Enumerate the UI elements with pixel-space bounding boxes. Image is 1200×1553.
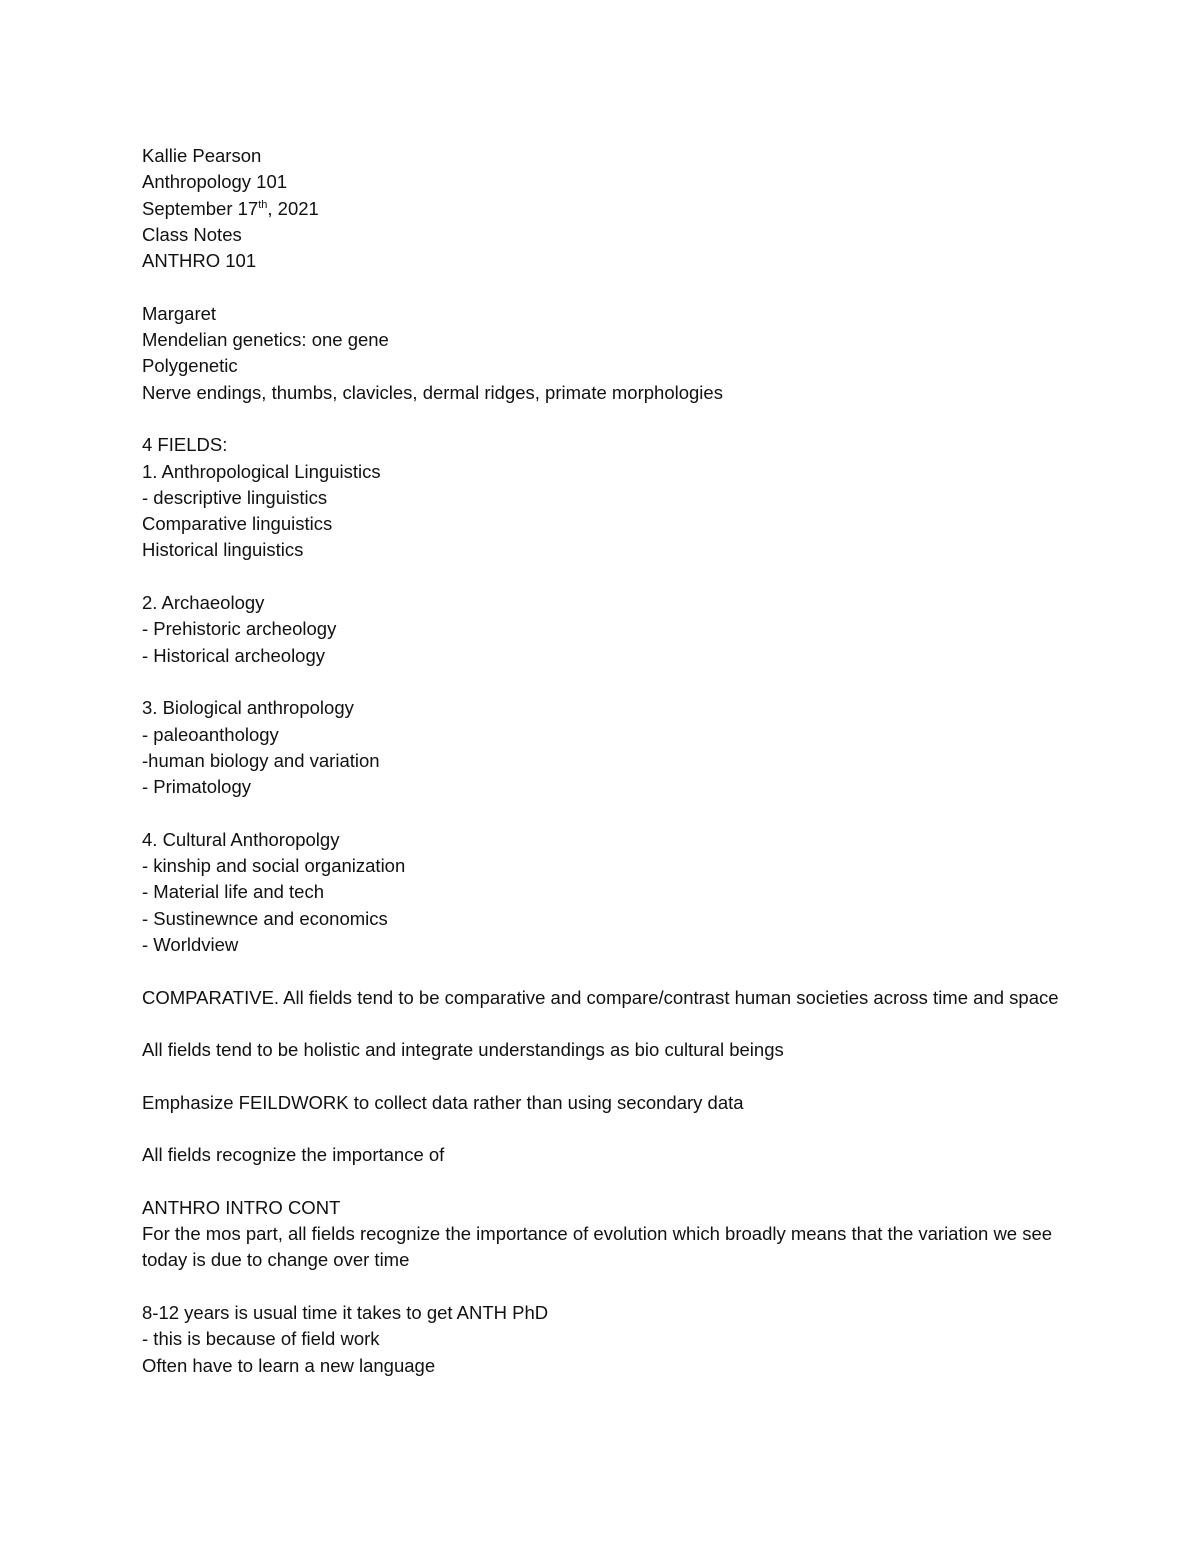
spacer xyxy=(142,1169,1072,1195)
spacer xyxy=(142,274,1072,300)
importance-paragraph: All fields recognize the importance of xyxy=(142,1144,445,1166)
date-month-day: September 17 xyxy=(142,197,259,219)
field-item: - Worldview xyxy=(142,933,239,955)
spacer xyxy=(142,1116,1072,1142)
intro-line: Polygenetic xyxy=(142,355,238,377)
field-item: - Prehistoric archeology xyxy=(142,618,337,640)
phd-line: Often have to learn a new language xyxy=(142,1354,436,1376)
field-title-linguistics: 1. Anthropological Linguistics xyxy=(142,460,381,482)
course-name: Anthropology 101 xyxy=(142,171,288,193)
notes-body xyxy=(142,143,1072,1379)
field-item: - paleoanthology xyxy=(142,723,279,745)
spacer xyxy=(142,800,1072,826)
date-year: , 2021 xyxy=(267,197,319,219)
spacer xyxy=(142,958,1072,984)
spacer xyxy=(142,669,1072,695)
field-title-cultural: 4. Cultural Anthoropolgy xyxy=(142,828,340,850)
fieldwork-paragraph: Emphasize FEILDWORK to collect data rather than using secondary data xyxy=(142,1091,744,1113)
comparative-paragraph: COMPARATIVE. All fields tend to be comparative and compare/contrast human societies across time and space xyxy=(142,986,1059,1008)
evolution-paragraph: For the mos part, all fields recognize the importance of evolution which broadly means that the variation we see today is due to change over time xyxy=(142,1223,1058,1271)
spacer xyxy=(142,1274,1072,1300)
spacer xyxy=(142,564,1072,590)
holistic-paragraph: All fields tend to be holistic and integrate understandings as bio cultural beings xyxy=(142,1039,784,1061)
intro-line: Nerve endings, thumbs, clavicles, dermal ridges, primate morphologies xyxy=(142,381,723,403)
spacer xyxy=(142,406,1072,432)
field-item: Historical linguistics xyxy=(142,539,304,561)
date-suffix: th xyxy=(258,198,268,211)
phd-line: - this is because of field work xyxy=(142,1328,380,1350)
date-line xyxy=(142,196,1072,222)
field-item: - kinship and social organization xyxy=(142,855,406,877)
field-item: - descriptive linguistics xyxy=(142,486,328,508)
field-title-biological: 3. Biological anthropology xyxy=(142,697,354,719)
spacer xyxy=(142,1011,1072,1037)
field-item: - Primatology xyxy=(142,776,251,798)
field-title-archaeology: 2. Archaeology xyxy=(142,592,265,614)
intro-line: Margaret xyxy=(142,302,217,324)
field-item: -human biology and variation xyxy=(142,749,380,771)
field-item: Comparative linguistics xyxy=(142,513,333,535)
intro-line: Mendelian genetics: one gene xyxy=(142,329,389,351)
fields-heading: 4 FIELDS: xyxy=(142,434,228,456)
field-item: - Material life and tech xyxy=(142,881,325,903)
field-item: - Sustinewnce and economics xyxy=(142,907,388,929)
phd-line: 8-12 years is usual time it takes to get ANTH PhD xyxy=(142,1302,549,1324)
cont-heading: ANTHRO INTRO CONT xyxy=(142,1196,341,1218)
course-code: ANTHRO 101 xyxy=(142,250,257,272)
spacer xyxy=(142,1063,1072,1089)
document-type: Class Notes xyxy=(142,223,242,245)
field-item: - Historical archeology xyxy=(142,644,326,666)
author-name: Kallie Pearson xyxy=(142,145,262,166)
